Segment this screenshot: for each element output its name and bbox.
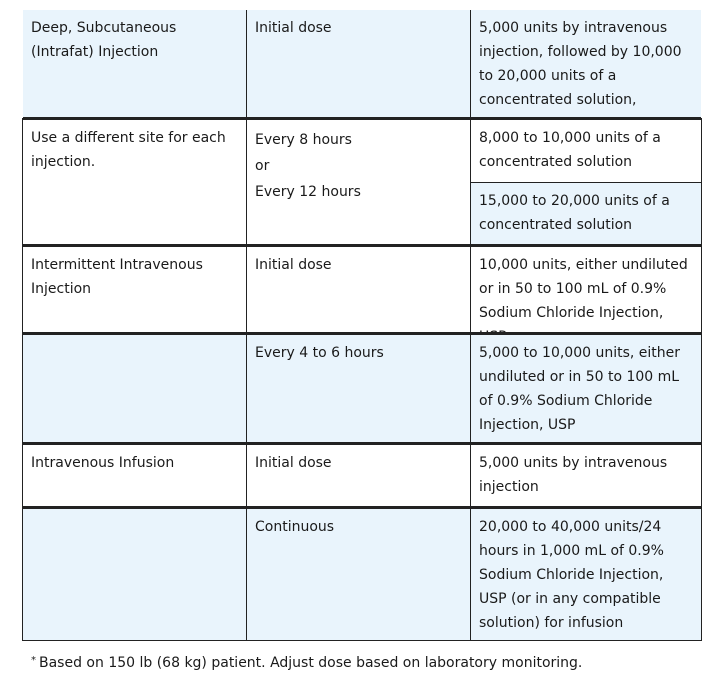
- frequency-line: or: [255, 158, 270, 174]
- sub-row-divider: [471, 182, 701, 183]
- table-bottom-border: [23, 640, 702, 641]
- dose-text: 5,000 units by intravenous injection: [479, 455, 668, 495]
- dose-text: 10,000 units, either undiluted or in 50 to 100 mL of 0.9% Sodium Chloride Injection,: [479, 257, 688, 321]
- dose-text: 20,000 to 40,000 units/24 hours in 1,000 mL of 0.9% Sodium Chloride Injection, USP (or in any compatible solution) for infusion: [479, 519, 664, 631]
- frequency-text: Continuous: [255, 519, 335, 535]
- cell-dose-row2b: [471, 183, 701, 244]
- frequency-line: Every 12 hours: [255, 184, 361, 200]
- cell-method-row6: [23, 509, 247, 640]
- column-divider: [246, 10, 247, 641]
- footnote-text: Based on 150 lb (68 kg) patient. Adjust dose based on laboratory monitoring.: [39, 655, 583, 671]
- cell-frequency-row3: [247, 247, 471, 332]
- table-right-border: [701, 118, 702, 641]
- cell-dose-row5: [471, 445, 701, 506]
- row-divider: [23, 506, 701, 509]
- cell-dose-row2a: [471, 120, 701, 182]
- method-text: Use a different site for each injection.: [31, 130, 226, 170]
- row-divider: [23, 442, 701, 445]
- frequency-text: Initial dose: [255, 455, 332, 471]
- method-text: Intravenous Infusion: [31, 455, 175, 471]
- cell-frequency-row4: [247, 335, 471, 442]
- cell-method-row2: [23, 120, 247, 244]
- table-footnote: [31, 649, 582, 675]
- cell-frequency-row6: [247, 509, 471, 640]
- frequency-line: Every 8 hours: [255, 132, 352, 148]
- frequency-text: Every 4 to 6 hours: [255, 345, 384, 361]
- footnote-marker: *: [31, 655, 36, 666]
- dose-text: 8,000 to 10,000 units of a concentrated solution: [479, 130, 661, 170]
- method-text: Deep, Subcutaneous (Intrafat) Injection: [31, 20, 177, 60]
- dose-text: 5,000 to 10,000 units, either undiluted or in 50 to 100 mL of 0.9% Sodium Chloride Injection, USP: [479, 345, 681, 433]
- cell-method-row4: [23, 335, 247, 442]
- cell-method-row3: [23, 247, 247, 332]
- dose-text: 5,000 units by intravenous injection, followed by 10,000 to 20,000 units of a concentrated solution,: [479, 20, 682, 108]
- cell-frequency-row5: [247, 445, 471, 506]
- frequency-text: Initial dose: [255, 257, 332, 273]
- method-text: Intermittent Intravenous Injection: [31, 257, 203, 297]
- cell-dose-row6: [471, 509, 701, 640]
- cell-frequency-row1: [247, 10, 471, 117]
- cell-frequency-row2: [247, 120, 471, 244]
- row-divider: [23, 117, 701, 120]
- cell-method-row5: [23, 445, 247, 506]
- cell-dose-row3: [471, 247, 701, 332]
- cell-dose-row4: [471, 335, 701, 442]
- row-divider: [23, 244, 701, 247]
- table-left-border: [22, 118, 23, 641]
- frequency-text: Initial dose: [255, 20, 332, 36]
- cell-dose-row1: [471, 10, 701, 117]
- row-divider: [23, 332, 701, 335]
- column-divider: [470, 10, 471, 641]
- dose-text: 15,000 to 20,000 units of a concentrated solution: [479, 193, 670, 233]
- cell-method-row1: [23, 10, 247, 117]
